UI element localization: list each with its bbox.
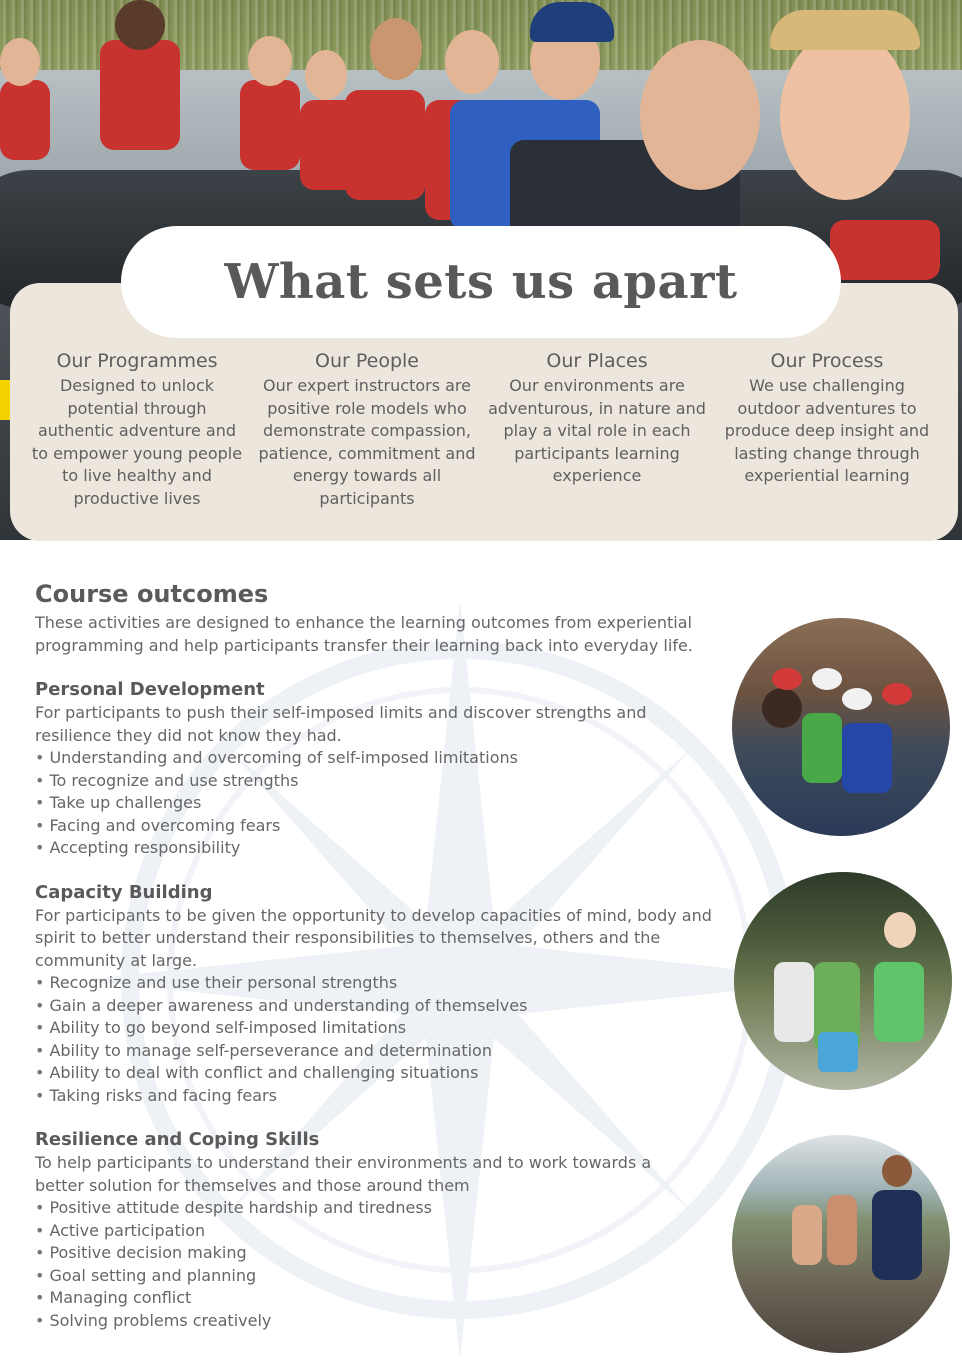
pillar-heading: Our Process: [770, 350, 884, 372]
section-text: For participants to be given the opportunity to develop capacities of mind, body and spirit to better understand their responsibilities to themselves, others and the community at large.: [35, 905, 712, 970]
helmet: [842, 688, 872, 710]
section-resilience: [35, 1129, 735, 1332]
pillars: [22, 350, 942, 510]
person-head: [0, 38, 40, 86]
section-heading: Personal Development: [35, 679, 265, 700]
green-shirt: [874, 962, 924, 1042]
section-capacity-building: [35, 882, 735, 1108]
climbing-group-photo: [732, 618, 950, 836]
helmet: [812, 668, 842, 690]
list-item: • Ability to manage self-perseverance and determination: [35, 1040, 735, 1063]
list-item: • Gain a deeper awareness and understanding of themselves: [35, 995, 735, 1018]
person-head: [370, 18, 422, 80]
outcomes-intro: These activities are designed to enhance the learning outcomes from experiential programming and help participants transfer their learning back into everyday life.: [35, 613, 693, 655]
pillar-programmes: [22, 350, 252, 510]
course-outcomes: [35, 580, 735, 1354]
list-item: • Understanding and overcoming of self-imposed limitations: [35, 747, 735, 770]
section-heading: Capacity Building: [35, 881, 213, 903]
person-head: [884, 912, 916, 948]
person-head: [115, 0, 165, 50]
lakeside-group-photo: [732, 1135, 950, 1353]
life-vest: [240, 80, 300, 170]
section-text: To help participants to understand their environments and to work towards a better solution for themselves and those around them: [35, 1153, 652, 1195]
instructor-shirt: [872, 1190, 922, 1280]
life-vest: [345, 90, 425, 200]
life-vest: [830, 220, 940, 280]
pillar-text: Designed to unlock potential through authentic adventure and to empower young people to live healthy and productive lives: [31, 376, 243, 508]
person-head: [762, 688, 802, 728]
outcomes-heading: Course outcomes: [35, 580, 269, 608]
list-item: • Positive attitude despite hardship and tiredness: [35, 1197, 735, 1220]
list-item: • Solving problems creatively: [35, 1310, 735, 1333]
green-shirt: [802, 713, 842, 783]
pillar-people: [252, 350, 482, 510]
person-head: [640, 40, 760, 190]
person-head: [305, 50, 347, 100]
bullet-list: [35, 1197, 735, 1332]
list-item: • Take up challenges: [35, 792, 735, 815]
group-thumbs-up-photo: [734, 872, 952, 1090]
section-text: For participants to push their self-imposed limits and discover strengths and resilience they did not know they had.: [35, 703, 647, 745]
blonde-hair: [770, 10, 920, 50]
blue-shirt: [842, 723, 892, 793]
list-item: • Ability to go beyond self-imposed limitations: [35, 1017, 735, 1040]
bullet-list: [35, 972, 735, 1107]
person: [792, 1205, 822, 1265]
person-head: [445, 30, 499, 94]
person-head: [882, 1155, 912, 1187]
pillar-text: We use challenging outdoor adventures to produce deep insight and lasting change through experiential learning: [724, 376, 930, 485]
life-vest: [100, 40, 180, 150]
person-head: [248, 36, 292, 86]
helmet: [772, 668, 802, 690]
list-item: • Managing conflict: [35, 1287, 735, 1310]
list-item: • Recognize and use their personal strengths: [35, 972, 735, 995]
pillar-heading: Our Places: [546, 350, 648, 372]
paddle: [0, 380, 10, 420]
section-heading: Resilience and Coping Skills: [35, 1129, 320, 1150]
person-head: [780, 30, 910, 200]
pillar-process: [712, 350, 942, 510]
list-item: • Taking risks and facing fears: [35, 1085, 735, 1108]
list-item: • Ability to deal with conflict and challenging situations: [35, 1062, 735, 1085]
pillar-text: Our environments are adventurous, in nature and play a vital role in each participants learning experience: [488, 376, 706, 485]
white-shirt: [774, 962, 814, 1042]
pillar-heading: Our People: [315, 350, 419, 372]
pillar-places: [482, 350, 712, 510]
pillar-heading: Our Programmes: [56, 350, 218, 372]
list-item: • Facing and overcoming fears: [35, 815, 735, 838]
list-item: • Accepting responsibility: [35, 837, 735, 860]
bullet-list: [35, 747, 735, 860]
life-vest: [0, 80, 50, 160]
blue-shorts: [818, 1032, 858, 1072]
section-title: What sets us apart: [224, 254, 738, 310]
list-item: • Active participation: [35, 1220, 735, 1243]
pillar-text: Our expert instructors are positive role models who demonstrate compassion, patience, commitment and energy towards all participants: [258, 376, 476, 508]
section-personal-development: [35, 679, 735, 860]
title-pill: [121, 226, 841, 338]
helmet: [882, 683, 912, 705]
list-item: • Goal setting and planning: [35, 1265, 735, 1288]
list-item: • Positive decision making: [35, 1242, 735, 1265]
list-item: • To recognize and use strengths: [35, 770, 735, 793]
person: [827, 1195, 857, 1265]
cap: [530, 2, 614, 42]
